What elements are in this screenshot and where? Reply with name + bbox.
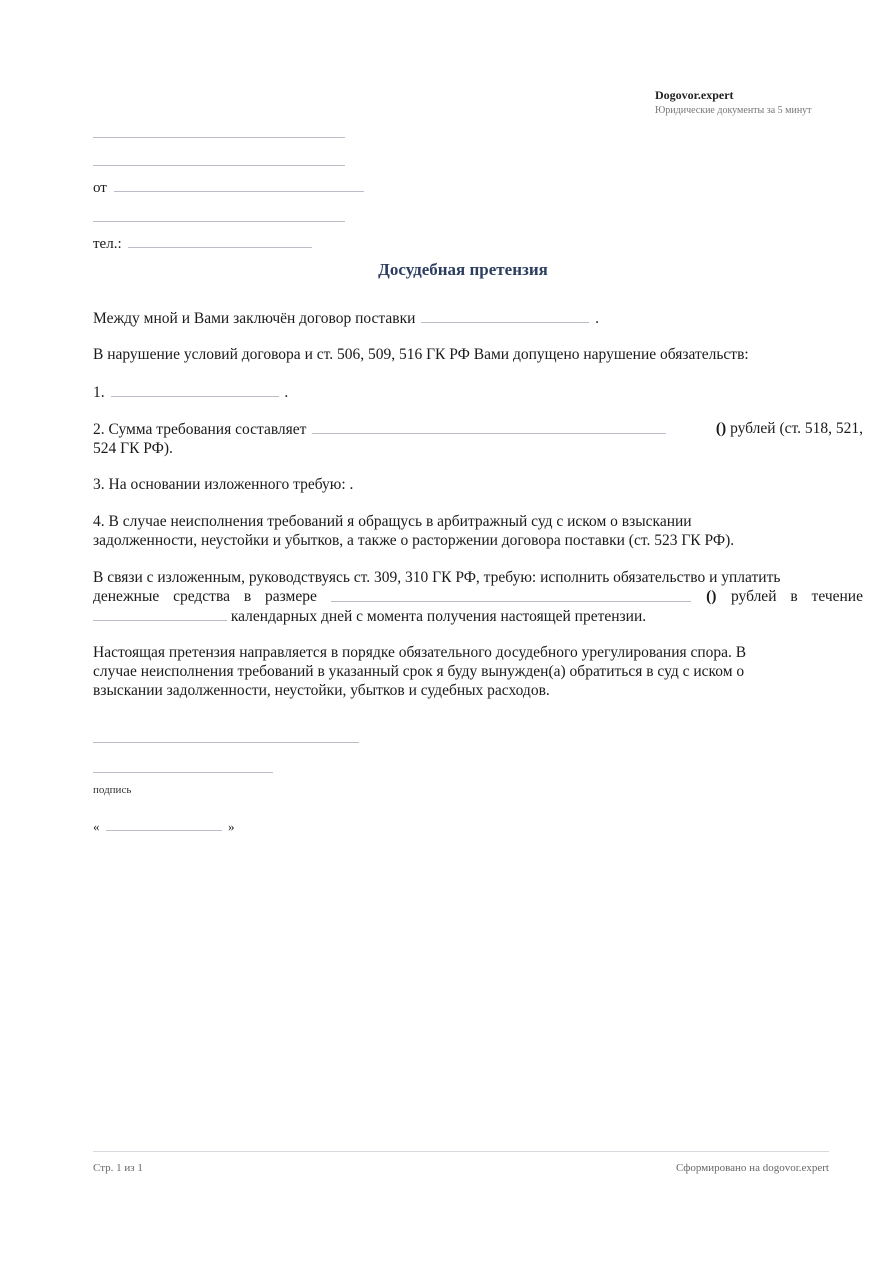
item-4-line-1: 4. В случае неисполнения требований я обращусь в арбитражный суд с иском о взыскании	[93, 513, 692, 530]
demand-line-2-text: денежные средства в размере	[93, 588, 317, 605]
deadline-days-field[interactable]	[93, 606, 227, 621]
generated-by: Сформировано на dogovor.expert	[675, 1162, 829, 1174]
from-label: от	[93, 180, 107, 196]
closing-line-3: взыскании задолженности, неустойки, убытков и судебных расходов.	[93, 682, 550, 699]
footer-divider	[93, 1151, 829, 1152]
sender-from-row	[93, 177, 364, 197]
demand-rubles: рублей в течение	[730, 588, 863, 605]
violation-paragraph: В нарушение условий договора и ст. 506, 509, 516 ГК РФ Вами допущено нарушение обязательств:	[93, 346, 749, 363]
recipient-line-1[interactable]	[93, 137, 345, 138]
item-4	[93, 512, 863, 550]
claim-amount-field[interactable]	[312, 419, 666, 434]
item-3: 3. На основании изложенного требую: .	[93, 476, 354, 493]
item-2-text: 2. Сумма требования составляет	[93, 421, 307, 438]
sender-address-line[interactable]	[93, 221, 345, 222]
phone-label: тел.:	[93, 236, 122, 252]
sender-phone-row	[93, 233, 312, 253]
contract-text: Между мной и Вами заключён договор поставки	[93, 310, 416, 327]
sender-phone-field[interactable]	[128, 233, 312, 248]
signatory-name-line[interactable]	[93, 742, 359, 743]
closing-line-1: Настоящая претензия направляется в порядке обязательного досудебного урегулирования спора. В	[93, 644, 747, 661]
date-open-quote: «	[93, 819, 100, 834]
item-1	[93, 382, 863, 402]
contract-period: .	[595, 310, 600, 327]
item-1-field[interactable]	[111, 382, 279, 397]
contract-number-field[interactable]	[421, 308, 589, 323]
demand-amount-words: ()	[706, 588, 717, 605]
demand-line-3: календарных дней с момента получения настоящей претензии.	[230, 608, 647, 625]
demand-paragraph	[93, 568, 863, 626]
closing-line-2: случае неисполнения требований в указанный срок я буду вынужден(а) обратиться в суд с иском о	[93, 663, 745, 680]
date-close-quote: »	[228, 819, 235, 834]
item-4-line-2: задолженности, неустойки и убытков, а также о расторжении договора поставки (ст. 523 ГК РФ).	[93, 532, 735, 549]
item-2-line-2: 524 ГК РФ).	[93, 440, 173, 457]
document-title: Досудебная претензия	[378, 260, 548, 279]
brand-tagline: Юридические документы за 5 минут	[655, 105, 812, 116]
claim-amount-words: ()	[715, 420, 727, 437]
brand-header	[655, 88, 812, 118]
item-2-rubles: рублей (ст. 518, 521,	[730, 420, 863, 437]
demand-amount-field[interactable]	[331, 587, 691, 602]
recipient-line-2[interactable]	[93, 165, 345, 166]
contract-paragraph	[93, 308, 863, 328]
brand-name: Dogovor.expert	[655, 88, 734, 102]
date-row	[93, 818, 235, 835]
item-2	[93, 419, 863, 458]
demand-line-1: В связи с изложенным, руководствуясь ст. 309, 310 ГК РФ, требую: исполнить обязательство и уплатить	[93, 569, 781, 586]
page-counter: Стр. 1 из 1	[93, 1162, 143, 1174]
date-field[interactable]	[106, 818, 222, 831]
closing-paragraph	[93, 643, 863, 700]
signature-label: подпись	[93, 784, 132, 796]
signature-line[interactable]	[93, 772, 273, 773]
sender-name-field[interactable]	[114, 177, 364, 192]
item-1-number: 1.	[93, 384, 105, 401]
item-1-period: .	[284, 384, 289, 401]
